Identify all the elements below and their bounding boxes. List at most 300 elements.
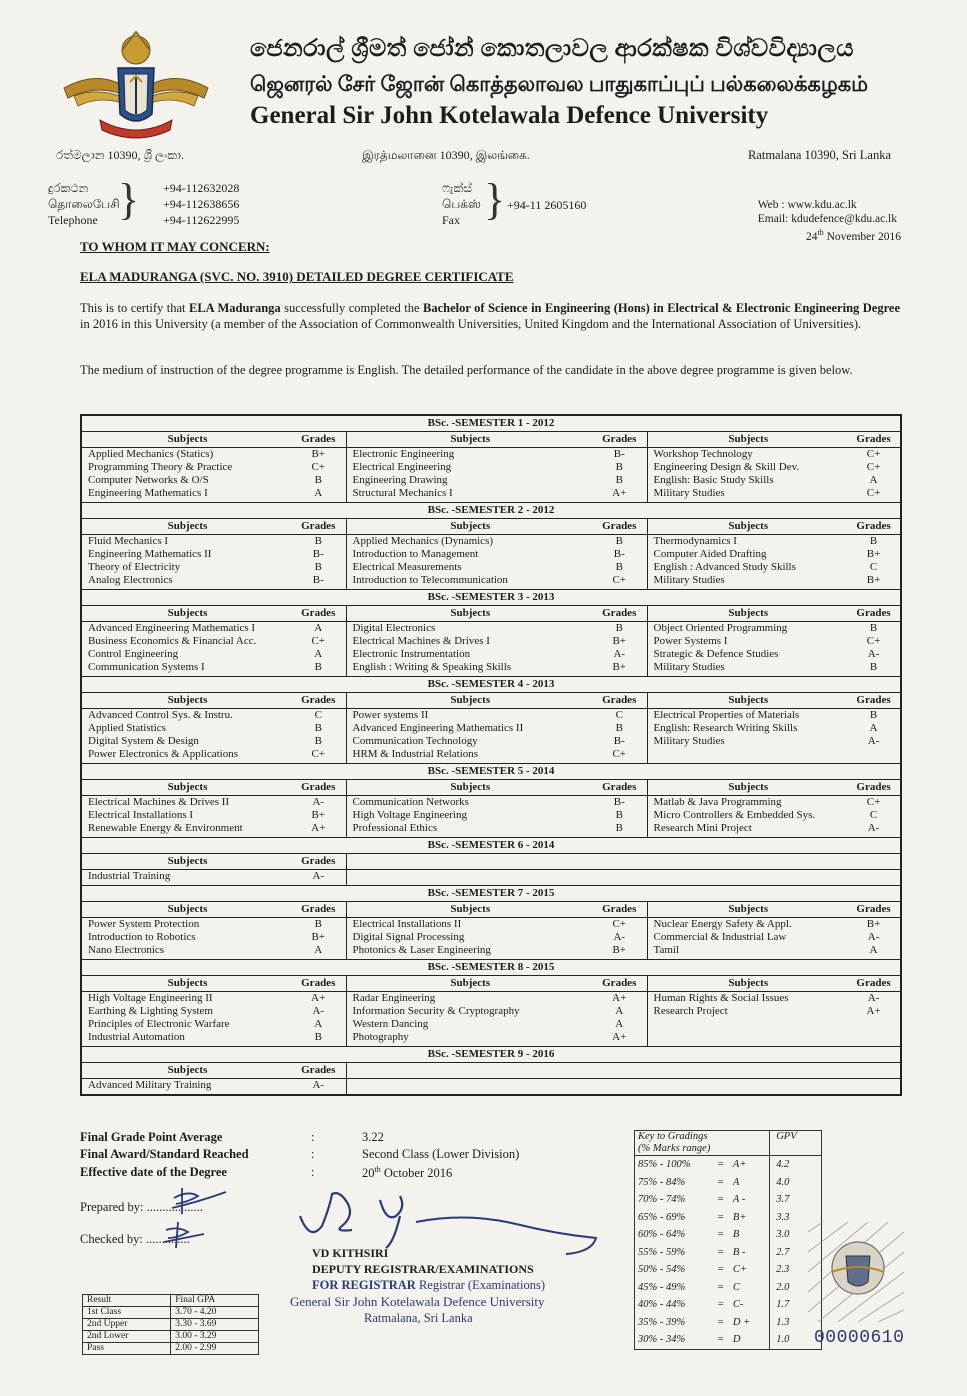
table-row	[81, 870, 901, 886]
subject-name: Electrical Installations II	[352, 918, 462, 930]
grades-header: Grades	[291, 854, 346, 870]
subject-grade: A-	[291, 1005, 346, 1018]
subject-name: Programming Theory & Practice	[88, 461, 233, 473]
subjects-header: Subjects	[346, 976, 592, 992]
grades-header: Grades	[847, 902, 901, 918]
equals: =	[716, 1211, 725, 1223]
address-english: Ratmalana 10390, Sri Lanka	[747, 148, 891, 162]
subject-name: English: Basic Study Skills	[653, 474, 774, 486]
subject-grade: A	[869, 722, 878, 734]
subject-grade: A	[869, 474, 878, 486]
subject-grade: C+	[866, 487, 881, 499]
subjects-header: Subjects	[81, 693, 291, 709]
colon: :	[311, 1130, 315, 1144]
marks-range: 85% - 100%	[638, 1159, 691, 1171]
subjects-header: Subjects	[647, 976, 847, 992]
subject-grade: A	[291, 487, 346, 503]
subjects-header: Subjects	[346, 780, 592, 796]
subject-name: Structural Mechanics I	[352, 487, 453, 499]
subject-name: Micro Controllers & Embedded Sys.	[653, 809, 816, 821]
subject-grade: C+	[866, 461, 881, 473]
letter-date: 24th November 2016	[805, 228, 901, 243]
equals: =	[716, 1264, 725, 1276]
subject-name: Control Engineering	[88, 648, 179, 660]
grades-header: Grades	[291, 976, 346, 992]
subject-grade: B	[291, 1031, 346, 1047]
subject-grade: B-	[592, 448, 647, 462]
subjects-header: Subjects	[346, 902, 592, 918]
effective-date-label: Effective date of the Degree	[80, 1165, 227, 1179]
contact-web-email	[757, 198, 901, 244]
subjects-header: Subjects	[81, 902, 291, 918]
signer-title: DEPUTY REGISTRAR/EXAMINATIONS	[312, 1262, 534, 1276]
subject-grade: B+	[291, 931, 346, 944]
gpa-row	[83, 1331, 259, 1343]
equals: =	[716, 1334, 725, 1346]
grading-key-row	[635, 1279, 822, 1297]
checked-initial-signature	[160, 1220, 208, 1250]
effective-date-value: 20th October 2016	[362, 1165, 453, 1181]
marks-range: 70% - 74%	[638, 1194, 686, 1206]
table-row	[81, 622, 901, 636]
grade: A	[732, 1176, 740, 1188]
equals: =	[716, 1299, 725, 1311]
subject-grade: B	[869, 535, 878, 547]
subject-name: Theory of Electricity	[88, 561, 181, 573]
subject-name: Tamil	[653, 944, 680, 956]
equals: =	[716, 1229, 725, 1241]
subject-name: English: Research Writing Skills	[653, 722, 798, 734]
table-row	[81, 709, 901, 723]
subject-name: Advanced Military Training	[88, 1079, 212, 1091]
subject-grade: B-	[291, 574, 346, 590]
grading-key-row	[635, 1191, 822, 1209]
checked-by: Checked by: ..............	[80, 1232, 190, 1246]
prepared-by: Prepared by: ..................	[80, 1200, 203, 1214]
subject-name: Electrical Measurements	[352, 561, 462, 573]
subject-name: English : Advanced Study Skills	[653, 561, 796, 573]
gpa-range: 3.30 - 3.69	[171, 1319, 259, 1331]
grades-header: Grades	[592, 693, 647, 709]
subject-name: Fluid Mechanics I	[88, 535, 169, 547]
subject-grade: A	[592, 1018, 647, 1031]
semester-title: BSc. -SEMESTER 3 - 2013	[81, 590, 901, 606]
subject-grade: C	[592, 709, 647, 723]
subject-name: High Voltage Engineering	[352, 809, 467, 821]
equals: =	[716, 1246, 725, 1258]
fax-labels: ෆැක්ස් பெக்ஸ் Fax	[442, 181, 481, 227]
subject-grade: B	[291, 722, 346, 735]
subject-grade: C+	[866, 635, 881, 647]
grades-header: Grades	[847, 432, 901, 448]
subject-grade: A-	[867, 822, 880, 834]
subject-grade: A+	[592, 1031, 647, 1047]
grade: C-	[732, 1299, 744, 1311]
subject-name: Military Studies	[653, 735, 725, 747]
gpa-class: 2nd Lower	[83, 1331, 171, 1343]
subject-grade: B-	[592, 796, 647, 810]
grading-key-table	[634, 1130, 822, 1350]
subject-name: Analog Electronics	[88, 574, 173, 586]
subjects-header: Subjects	[647, 693, 847, 709]
subject-name: Applied Statistics	[88, 722, 166, 734]
table-row	[81, 944, 901, 960]
grades-header: Grades	[592, 606, 647, 622]
subject-name: Military Studies	[653, 661, 725, 673]
subject-grade: B+	[592, 661, 647, 677]
subject-name: Power System Protection	[88, 918, 200, 930]
subjects-header: Subjects	[346, 693, 592, 709]
grades-header: Grades	[592, 902, 647, 918]
subject-name: Introduction to Management	[352, 548, 479, 560]
marks-range: 40% - 44%	[638, 1299, 686, 1311]
table-row	[81, 722, 901, 735]
equals: =	[716, 1176, 725, 1188]
table-row	[81, 448, 901, 462]
table-row	[81, 1005, 901, 1018]
grades-header: Grades	[291, 902, 346, 918]
subject-name: Digital System & Design	[88, 735, 199, 747]
brace-icon: }	[118, 175, 140, 224]
marks-range: 65% - 69%	[638, 1211, 686, 1223]
semester-title: BSc. -SEMESTER 6 - 2014	[81, 838, 901, 854]
grade: C	[732, 1281, 740, 1293]
subject-grade: C	[869, 561, 878, 573]
grades-header: Grades	[592, 519, 647, 535]
subject-grade: A	[291, 648, 346, 661]
subject-grade: B	[869, 709, 878, 721]
subject-name: Renewable Energy & Environment	[88, 822, 243, 834]
grades-header: Grades	[847, 780, 901, 796]
subject-name: Nuclear Energy Safety & Appl.	[653, 918, 792, 930]
telephone-numbers: +94-112632028 +94-112638656 +94-112622995	[163, 181, 240, 227]
subject-name: Applied Mechanics (Statics)	[88, 448, 214, 460]
gpa-row	[83, 1307, 259, 1319]
subject-name: Electronic Engineering	[352, 448, 455, 460]
stamp-line-3: General Sir John Kotelawala Defence University	[290, 1294, 545, 1309]
subject-grade: B	[869, 622, 878, 634]
semester-title: BSc. -SEMESTER 2 - 2012	[81, 503, 901, 519]
grading-key-row	[635, 1314, 822, 1332]
subject-grade: A+	[592, 992, 647, 1006]
subject-grade: C+	[291, 461, 346, 474]
subject-grade: B+	[866, 918, 881, 930]
subjects-header: Subjects	[81, 1063, 291, 1079]
subject-grade: C+	[592, 918, 647, 932]
subject-grade: A-	[867, 931, 880, 943]
marks-range: 60% - 64%	[638, 1229, 686, 1241]
grades-header: Grades	[291, 519, 346, 535]
subjects-header: Subjects	[647, 432, 847, 448]
final-award-label: Final Award/Standard Reached	[80, 1147, 249, 1161]
subject-name: Industrial Training	[88, 870, 171, 882]
subject-grade: A+	[291, 992, 346, 1006]
subject-grade: B	[592, 809, 647, 822]
subject-name: Object Oriented Programming	[653, 622, 788, 634]
subject-grade	[847, 1031, 901, 1047]
subjects-header: Subjects	[346, 519, 592, 535]
table-row	[81, 931, 901, 944]
subject-name: Digital Electronics	[352, 622, 436, 634]
subject-grade: A	[291, 944, 346, 960]
gpa-class: 2nd Upper	[83, 1319, 171, 1331]
grades-header: Grades	[847, 976, 901, 992]
gpv-value: 1.0	[770, 1331, 822, 1349]
gpa-range: 3.00 - 3.29	[171, 1331, 259, 1343]
university-name-tamil: ஜெனரல் சேர் ஜோன் கொத்தலாவல பாதுகாப்புப் பல்கலைக்கழகம்	[250, 72, 869, 96]
grading-key-row	[635, 1226, 822, 1244]
subject-name: Human Rights & Social Issues	[653, 992, 789, 1004]
subject-grade: B-	[592, 735, 647, 748]
grade: A -	[732, 1194, 746, 1206]
subject-name: Introduction to Robotics	[88, 931, 196, 943]
subject-grade: B	[592, 461, 647, 474]
subject-name: Engineering Mathematics I	[88, 487, 208, 499]
subject-name: Radar Engineering	[352, 992, 436, 1004]
subject-grade: A+	[291, 822, 346, 838]
grades-header: Grades	[592, 432, 647, 448]
subject-name: Digital Signal Processing	[352, 931, 465, 943]
certification-paragraph: This is to certify that ELA Maduranga successfully completed the Bachelor of Science in Engineering (Hons) in Electrical & Electronic Engineering Degree in 2016 in this University (a member of the Association of Commonwealth Universities, United Kingdom and the International Association of Universities).	[80, 301, 900, 331]
gpa-row	[83, 1319, 259, 1331]
subject-name: Photography	[352, 1031, 409, 1043]
results-table	[80, 414, 902, 1096]
subject-name: Thermodynamics I	[653, 535, 737, 547]
subject-grade: B	[592, 561, 647, 574]
equals: =	[716, 1281, 725, 1293]
grading-key-row	[635, 1244, 822, 1262]
subject-name: Power Electronics & Applications	[88, 748, 238, 760]
stamp-line-4: Ratmalana, Sri Lanka	[364, 1311, 473, 1325]
subject-grade: A	[291, 1018, 346, 1031]
brace-icon: }	[484, 175, 506, 224]
grading-key-row	[635, 1331, 822, 1349]
semester-title: BSc. -SEMESTER 9 - 2016	[81, 1047, 901, 1063]
grading-key-row	[635, 1209, 822, 1227]
gpv-value: 2.3	[770, 1261, 822, 1279]
subject-name: Advanced Engineering Mathematics I	[88, 622, 256, 634]
subject-grade: B-	[291, 548, 346, 561]
subject-grade: B+	[592, 635, 647, 648]
final-gpa-label: Final Grade Point Average	[80, 1130, 223, 1144]
table-row	[81, 1018, 901, 1031]
table-row	[81, 1031, 901, 1047]
subject-name: Power systems II	[352, 709, 429, 721]
table-row	[81, 748, 901, 764]
subject-name: Industrial Automation	[88, 1031, 185, 1043]
table-row	[81, 809, 901, 822]
grading-key-row	[635, 1156, 822, 1174]
subject-name: Workshop Technology	[653, 448, 753, 460]
subject-name: Electrical Engineering	[352, 461, 452, 473]
subject-name: Professional Ethics	[352, 822, 438, 834]
subject-name: Matlab & Java Programming	[653, 796, 782, 808]
subject-name: Commercial & Industrial Law	[653, 931, 787, 943]
subject-name: Applied Mechanics (Dynamics)	[352, 535, 494, 547]
subject-grade: A-	[867, 648, 880, 660]
equals: =	[716, 1316, 725, 1328]
website: Web : www.kdu.ac.lk	[757, 199, 857, 211]
subject-grade: B-	[592, 548, 647, 561]
gpa-class: 1st Class	[83, 1307, 171, 1319]
subject-name: Advanced Engineering Mathematics II	[352, 722, 524, 734]
subject-name: Photonics & Laser Engineering	[352, 944, 491, 956]
colon: :	[311, 1147, 315, 1161]
subject-name: Strategic & Defence Studies	[653, 648, 779, 660]
table-row	[81, 461, 901, 474]
subject-grade: B	[291, 735, 346, 748]
subject-name: Military Studies	[653, 574, 725, 586]
grades-header: Grades	[291, 780, 346, 796]
subject-name: Research Mini Project	[653, 822, 752, 834]
semester-title: BSc. -SEMESTER 1 - 2012	[81, 415, 901, 432]
medium-paragraph: The medium of instruction of the degree programme is English. The detailed performance of the candidate in the above degree programme is given below.	[80, 363, 853, 377]
university-name-sinhala: ජෙනරාල් ශ්‍රීමත් ජෝන් කොතලාවල ආරක්ෂක විශ්වවිද්‍යාලය	[250, 36, 854, 62]
subject-name: Communication Systems I	[88, 661, 205, 673]
subject-name: Electronic Instrumentation	[352, 648, 471, 660]
marks-range: 35% - 39%	[638, 1316, 686, 1328]
subject-name: Engineering Drawing	[352, 474, 448, 486]
subjects-header: Subjects	[647, 519, 847, 535]
grade: A+	[732, 1159, 747, 1171]
prepared-initial-signature	[168, 1184, 228, 1218]
grade: C+	[732, 1264, 748, 1276]
subject-name: Electrical Machines & Drives I	[352, 635, 490, 647]
gpa-header: Final GPA	[171, 1295, 259, 1307]
table-row	[81, 648, 901, 661]
subject-name: Computer Aided Drafting	[653, 548, 767, 560]
subjects-header: Subjects	[647, 902, 847, 918]
table-row	[81, 635, 901, 648]
subject-grade: B	[592, 722, 647, 735]
table-row	[81, 796, 901, 810]
table-row	[81, 735, 901, 748]
subject-name: Earthing & Lighting System	[88, 1005, 213, 1017]
subject-grade: C+	[291, 635, 346, 648]
final-gpa-value: 3.22	[362, 1130, 384, 1144]
signer-name: VD KITHSIRI	[312, 1246, 389, 1260]
subject-name	[647, 1031, 847, 1047]
subject-grade: B	[592, 822, 647, 838]
subjects-header: Subjects	[346, 432, 592, 448]
grades-header: Grades	[291, 1063, 346, 1079]
table-row	[81, 1079, 901, 1096]
subjects-header: Subjects	[647, 606, 847, 622]
gpv-header: GPV	[770, 1131, 822, 1156]
subject-grade: C+	[592, 748, 647, 764]
table-row	[81, 548, 901, 561]
gpa-range: 3.70 - 4.20	[171, 1307, 259, 1319]
gpv-value: 4.2	[770, 1156, 822, 1174]
salutation: TO WHOM IT MAY CONCERN:	[80, 239, 270, 254]
subject-grade: B	[592, 622, 647, 636]
subject-grade: C+	[291, 748, 346, 764]
table-row	[81, 992, 901, 1006]
gpa-range: 2.00 - 2.99	[171, 1343, 259, 1355]
semester-title: BSc. -SEMESTER 8 - 2015	[81, 960, 901, 976]
subject-name: Engineering Mathematics II	[88, 548, 212, 560]
subject-grade	[847, 748, 901, 764]
subject-grade: B+	[866, 574, 881, 586]
grades-header: Grades	[291, 693, 346, 709]
subject-grade: A+	[592, 487, 647, 503]
marks-range: 30% - 34%	[638, 1334, 686, 1346]
equals: =	[716, 1194, 725, 1206]
subjects-header: Subjects	[81, 606, 291, 622]
table-row	[81, 487, 901, 503]
subject-grade: B	[291, 918, 346, 932]
address-sinhala: රත්මලාන 10390, ශ්‍රී ලංකා.	[56, 148, 184, 162]
grade: B+	[732, 1211, 747, 1223]
subject-grade: A-	[291, 796, 346, 810]
subject-name: English : Writing & Speaking Skills	[352, 661, 512, 673]
subject-name: Introduction to Telecommunication	[352, 574, 508, 586]
semester-title: BSc. -SEMESTER 5 - 2014	[81, 764, 901, 780]
subjects-header: Subjects	[81, 854, 291, 870]
grades-header: Grades	[592, 780, 647, 796]
subject-grade: C+	[866, 796, 881, 808]
table-row	[81, 561, 901, 574]
subject-name: Electrical Properties of Materials	[653, 709, 800, 721]
subject-grade: A+	[866, 1005, 881, 1017]
gpv-value: 1.7	[770, 1296, 822, 1314]
subject-grade: A-	[867, 735, 880, 747]
subject-grade: A-	[291, 870, 346, 886]
subject-grade: C+	[592, 574, 647, 590]
table-row	[81, 661, 901, 677]
university-name-english: General Sir John Kotelawala Defence University	[250, 102, 769, 129]
table-row	[81, 474, 901, 487]
subject-grade: C	[291, 709, 346, 723]
subject-name: Power Systems I	[653, 635, 728, 647]
serial-number: 00000610	[814, 1328, 905, 1348]
subject-name: High Voltage Engineering II	[88, 992, 213, 1004]
gpa-classification-table	[82, 1294, 259, 1355]
grade: B -	[732, 1246, 746, 1258]
subject-grade: A	[592, 1005, 647, 1018]
equals: =	[716, 1159, 725, 1171]
table-row	[81, 822, 901, 838]
grades-header: Grades	[847, 606, 901, 622]
table-row	[81, 535, 901, 549]
subject-name: Principles of Electronic Warfare	[88, 1018, 230, 1030]
subject-name: Nano Electronics	[88, 944, 165, 956]
subject-grade: B	[592, 535, 647, 549]
subject-grade: B	[592, 474, 647, 487]
telephone-labels: දුරකථන தொலைபேசி Telephone	[48, 181, 120, 227]
grades-header: Grades	[847, 693, 901, 709]
address-tamil: இரத்மலானை 10390, இலங்கை.	[362, 148, 530, 162]
subject-name: Computer Networks & O/S	[88, 474, 209, 486]
semester-title: BSc. -SEMESTER 7 - 2015	[81, 886, 901, 902]
subject-grade: A-	[867, 992, 880, 1004]
hologram-seal-icon	[808, 1222, 904, 1322]
subject-grade: A	[291, 622, 346, 636]
subject-name: HRM & Industrial Relations	[352, 748, 479, 760]
subjects-header: Subjects	[81, 780, 291, 796]
subject-grade: A-	[291, 1079, 346, 1096]
subjects-header: Subjects	[81, 519, 291, 535]
gpv-value: 3.3	[770, 1209, 822, 1227]
marks-range: 50% - 54%	[638, 1264, 686, 1276]
subject-grade: B	[291, 561, 346, 574]
fax-number: +94-11 2605160	[507, 198, 587, 212]
subject-grade: B	[291, 661, 346, 677]
gpv-value: 3.0	[770, 1226, 822, 1244]
semester-title: BSc. -SEMESTER 4 - 2013	[81, 677, 901, 693]
subject-grade: B+	[291, 809, 346, 822]
grading-key-row	[635, 1261, 822, 1279]
